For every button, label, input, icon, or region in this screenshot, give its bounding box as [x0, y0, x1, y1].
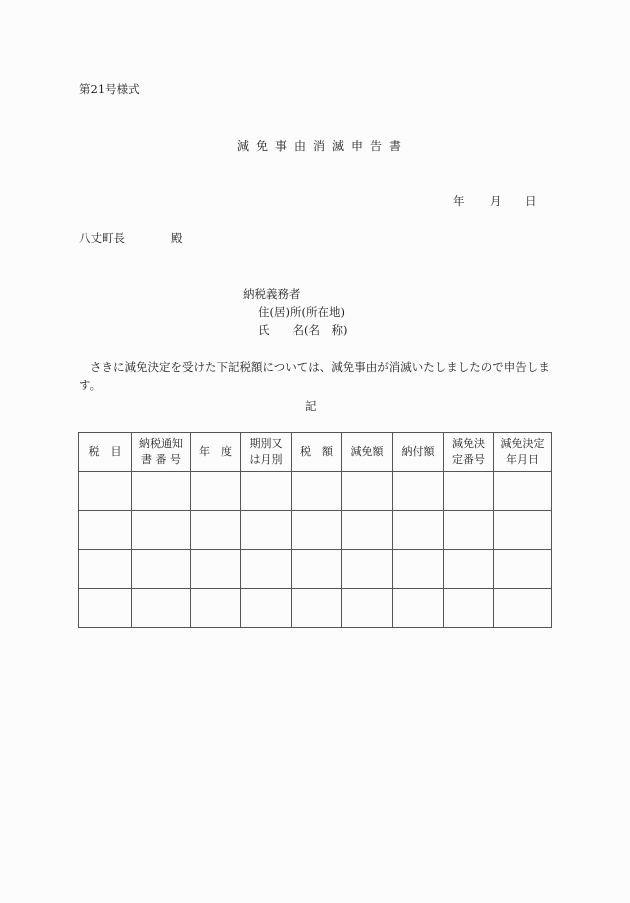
table-cell[interactable] [79, 550, 132, 589]
addressee [79, 230, 183, 246]
table-cell[interactable] [494, 550, 552, 589]
header-tax-item: 税 目 [79, 433, 132, 472]
table-header-row [79, 433, 552, 472]
table-cell[interactable] [494, 472, 552, 511]
table-cell[interactable] [132, 550, 191, 589]
table-cell[interactable] [79, 472, 132, 511]
table-cell[interactable] [241, 511, 292, 550]
table-cell[interactable] [132, 472, 191, 511]
table-cell[interactable] [494, 589, 552, 628]
table-cell[interactable] [444, 511, 494, 550]
table-cell[interactable] [191, 550, 241, 589]
table-row [79, 550, 552, 589]
header-notice-number: 納税通知 書 番 号 [132, 433, 191, 472]
table-cell[interactable] [79, 511, 132, 550]
table-cell[interactable] [444, 589, 494, 628]
header-fiscal-year: 年 度 [191, 433, 241, 472]
table-cell[interactable] [241, 589, 292, 628]
body-text: さきに減免決定を受けた下記税額については、減免事由が消滅いたしましたので申告します。 [79, 360, 550, 392]
table-cell[interactable] [444, 550, 494, 589]
table-cell[interactable] [191, 511, 241, 550]
date-line [453, 193, 537, 209]
tax-table [78, 432, 552, 628]
address-label: 住(居)所(所在地) [258, 305, 345, 319]
header-paid-amount: 納付額 [393, 433, 444, 472]
taxpayer-heading: 納税義務者 [243, 287, 301, 301]
table-cell[interactable] [444, 472, 494, 511]
table-cell[interactable] [241, 472, 292, 511]
table-cell[interactable] [342, 550, 393, 589]
day-label: 日 [525, 194, 537, 208]
table-cell[interactable] [191, 472, 241, 511]
table-cell[interactable] [132, 511, 191, 550]
table-cell[interactable] [292, 472, 342, 511]
header-tax-amount: 税 額 [292, 433, 342, 472]
document-title: 減免事由消滅申告書 [237, 139, 409, 153]
table-row [79, 511, 552, 550]
table-cell[interactable] [393, 511, 444, 550]
table-cell[interactable] [393, 472, 444, 511]
table-row [79, 589, 552, 628]
header-decision-date: 減免決定 年月日 [494, 433, 552, 472]
month-label: 月 [490, 194, 502, 208]
table-cell[interactable] [79, 589, 132, 628]
table-cell[interactable] [292, 550, 342, 589]
header-exemption-amount: 減免額 [342, 433, 393, 472]
table-cell[interactable] [292, 511, 342, 550]
taxpayer-block [243, 285, 347, 339]
form-number: 第21号様式 [79, 82, 140, 96]
year-label: 年 [453, 194, 465, 208]
name-label: 氏 名(名 称) [258, 323, 348, 337]
table-cell[interactable] [241, 550, 292, 589]
header-decision-number: 減免決 定番号 [444, 433, 494, 472]
table-cell[interactable] [342, 472, 393, 511]
table-cell[interactable] [494, 511, 552, 550]
table-cell[interactable] [132, 589, 191, 628]
header-period: 期別又 は月別 [241, 433, 292, 472]
addressee-title: 八丈町長 [79, 231, 125, 245]
table-cell[interactable] [342, 589, 393, 628]
table-cell[interactable] [342, 511, 393, 550]
honorific: 殿 [171, 231, 183, 245]
table-cell[interactable] [393, 589, 444, 628]
table-row [79, 472, 552, 511]
table-cell[interactable] [393, 550, 444, 589]
table-cell[interactable] [191, 589, 241, 628]
record-label: 記 [305, 399, 317, 413]
table-cell[interactable] [292, 589, 342, 628]
